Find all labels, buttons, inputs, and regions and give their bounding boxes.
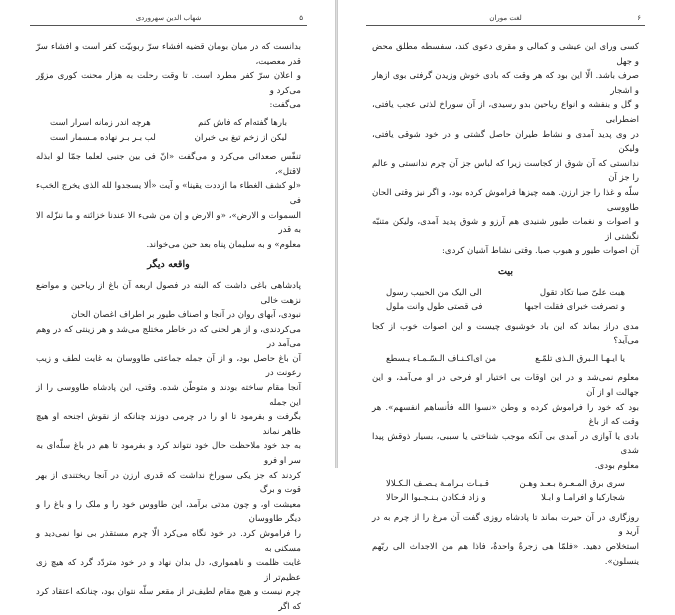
right-page-header <box>366 12 645 26</box>
right-running-title: لغت موران <box>489 14 522 22</box>
text-line: استخلاص دهید. «فلمّا هی زجرةٌ واحدةٌ، فاذا هم من الاجداث الی ربّهم ینسلون». <box>372 542 639 567</box>
left-page-header <box>30 12 307 26</box>
text-line: صرف باشد. الّا این بود که هر وقت که بادی خوش وزیدن گرفتی بوی ازهار و اشجار <box>372 71 639 96</box>
text-line: ندانستی که آن شوق از کجاست زیرا که لباس جز آن چرم ندانستی و عالم را جز آن <box>372 158 639 184</box>
verse-line <box>372 300 639 315</box>
verse-hemistich: قـبـات بـرامـة یـصـف الـکـلالا <box>386 478 489 489</box>
text-line: السموات و الارض»، «و الارض و إن من شیء الا عندنا خزائنه و ما ننزّله الا به قدر <box>36 210 301 236</box>
verse-hemistich: و تصرفت خبرای فقلت اجبها <box>524 302 625 313</box>
verse-hemistich: سری برق المـعـرة بـعـد وهـن <box>519 478 625 489</box>
text-line: معلوم بودی. <box>594 461 639 472</box>
section-heading: بیت <box>498 265 513 277</box>
right-verse-block-2 <box>372 352 639 367</box>
text-line: «لو کشف الغطاء ما ازددت یقینا» و آیت «ألا یسجدوا لله الذی یخرج الخبء فی <box>36 181 301 206</box>
text-line: چرم نیست و هیچ مقام لطیف‌تر از مقعر سلّه نتوان بود، چنانکه اعتقاد کرد که اگر <box>36 587 301 612</box>
verse-hemistich: لب بـر بـر نهاده مـسمار است <box>50 132 156 143</box>
text-line: معیشت او، و چون مدتی برآمد، این طاووس خود را و ملک را و باغ را و دیگر طاووسان <box>36 499 301 525</box>
verse-hemistich: هبت علیّ صبا تکاد تقول <box>539 287 625 298</box>
text-line: معلوم» و به سلیمان پناه بعد حین می‌خواند. <box>146 239 301 250</box>
right-page-body <box>372 40 639 569</box>
right-verse-block-3 <box>372 477 639 506</box>
right-intro <box>372 40 639 259</box>
left-page-number: ۵ <box>299 14 303 22</box>
right-verse-block-1 <box>372 286 639 315</box>
verse-line <box>372 352 639 367</box>
text-line: معلوم نمی‌شد و در این اوقات بی اختیار او فرحی در او می‌آمد، و این جهالت او از آن <box>372 373 639 399</box>
text-line: در وی پدید آمدی و نشاط طیران حاصل گشتی و در خود شوقی یافتی، ولیکن <box>372 129 639 155</box>
left-page-body <box>36 40 301 615</box>
verse-line <box>372 477 639 492</box>
text-line: سلّه و غذا را جز ارزن. همه چیزها فراموش کرده بود، و اگر نیز وقتی الحان طاووسی <box>372 187 639 213</box>
text-line: می‌کردندی، و از هر لحنی که در خاطر مختلج می‌شد و هر زینتی که در وهم می‌آمد در <box>36 324 301 350</box>
verse-hemistich: بارها گفته‌ام که فاش کنم <box>198 117 287 128</box>
verse-line <box>372 491 639 506</box>
text-line: می‌گفت: <box>269 100 301 111</box>
text-line: بود که خود را فراموش کرده و وطن «نسوا الله فأنساهم انفسهم». هر وقت که از باغ <box>372 402 639 428</box>
text-line: آن اصوات طیور و هبوب صبا. وقتی نشاط آشیان کردی: <box>442 246 639 257</box>
right-page <box>338 0 675 567</box>
text-line: نبودی، آبهای روان در آنجا و اصناف طیور بر اطراف اغصان الحان <box>71 310 301 321</box>
verse-hemistich: یا ایـهـا الـبرق الـذی تلمّـع <box>535 353 625 364</box>
right-closing <box>372 511 639 569</box>
right-page-number: ۶ <box>637 14 641 22</box>
left-verse-block <box>36 116 301 145</box>
text-line: بادی یا آوازی در آمدی بی آنکه موجب شناختی یا سببی، بسیار ذوقش پیدا شدی <box>372 431 639 457</box>
section-heading: واقعه دیگر <box>147 259 190 271</box>
left-page <box>0 0 335 612</box>
right-middle <box>372 371 639 473</box>
verse-hemistich: الی الیک من الحبیب رسول <box>386 287 482 298</box>
verse-line <box>372 286 639 301</box>
left-intro <box>36 40 301 113</box>
text-line: روزگاری در آن حیرت بماند تا پادشاه روزی گفت آن مرغ را از چرم به در آرید و <box>372 512 639 538</box>
text-line: و گل و بنفشه و انواع ریاحین بدو رسیدی، از آن سوراخ لذتی عجب یافتی، اضطرابی <box>372 100 639 125</box>
text-line: به جد خود ملاحظت حال خود نتواند کرد و بفرمود تا هم در باغ سلّه‌ای به سر او فرو <box>36 441 301 467</box>
verse-hemistich: من ای‌اکـنـاف الـسّـمـاء یـسطع <box>386 353 497 364</box>
text-line: بگرفت و بفرمود تا او را در چرمی دوزند چنانکه از نقوش اجنحه او هیچ ظاهر نماند <box>36 412 301 437</box>
text-line: آنجا مقام ساخته بودند و متوطّن شده. وقتی، این پادشاه طاووسی را از این جمله <box>36 383 301 408</box>
left-running-title: شهاب الدین سهروردی <box>135 14 202 22</box>
left-middle <box>36 150 301 252</box>
text-line: غایت ظلمت و ناهمواری، دل بدان نهاد و در خود متردّد گرد که هیچ زی عظیم‌تر از <box>36 558 301 583</box>
text-line: کسی ورای این عیشی و کمالی و مقری دعوی کند، سفسطه مطلق محض و جهل <box>372 42 639 67</box>
verse-hemistich: و زاد فـکادن بـنـجـبوا الرحالا <box>386 493 486 504</box>
verse-hemistich: لیکن از زخم تیغ بی خبران <box>194 132 287 143</box>
text-line: کردند که جز یکی سوراخ نداشت که قدری ارزن در آنجا ریختندی از بهر قوت و برگ <box>36 470 301 496</box>
text-line: و اصوات و نغمات طیور شنیدی هم آرزو و شوق پدید آمدی، ولیکن متنبّه نگشتی از <box>372 217 639 242</box>
verse-hemistich: هرچه اندر زمانه اسرار است <box>50 117 151 128</box>
verse-line <box>36 131 301 146</box>
text-line: بدانست که در میان بومان قضیه افشاء سرّ ربوبیّت کفر است و افشاء سرّ قدر معصیت، <box>36 42 301 67</box>
verse-hemistich: شجارکبا و افرامـا و ابـلا <box>541 493 625 504</box>
text-line: آن باغ حاصل بود، و از آن جمله جماعتی طاووسان به غایت لطف و زیب رعونت در <box>36 353 301 379</box>
left-story <box>36 279 301 615</box>
text-line: پادشاهی باغی داشت که البته در فصول اربعه آن باغ از ریاحین و مواضع نزهت خالی <box>36 280 301 306</box>
text-line: مدی دراز بماند که این باد خوشبوی چیست و این اصوات خوب از کجا می‌آید؟ <box>372 321 639 347</box>
verse-line <box>36 116 301 131</box>
text-line: را فراموش کرد. در خود نگاه می‌کرد الّا چرم مستقذر بی نوا نمی‌دید و مسکنی به <box>36 529 301 554</box>
text-line: تنفّس صعدائی می‌کرد و می‌گفت «انّ فی بین جنبی لعلما جمّا لو ابذله لاقتل»، <box>36 152 301 177</box>
verse-hemistich: فی قصتی طول وانت ملول <box>386 302 483 313</box>
text-line: و اعلان سرّ کفر مطرد است. تا وقت رحلت به هزار محنت کوری مزوّر می‌کرد و <box>36 71 301 96</box>
